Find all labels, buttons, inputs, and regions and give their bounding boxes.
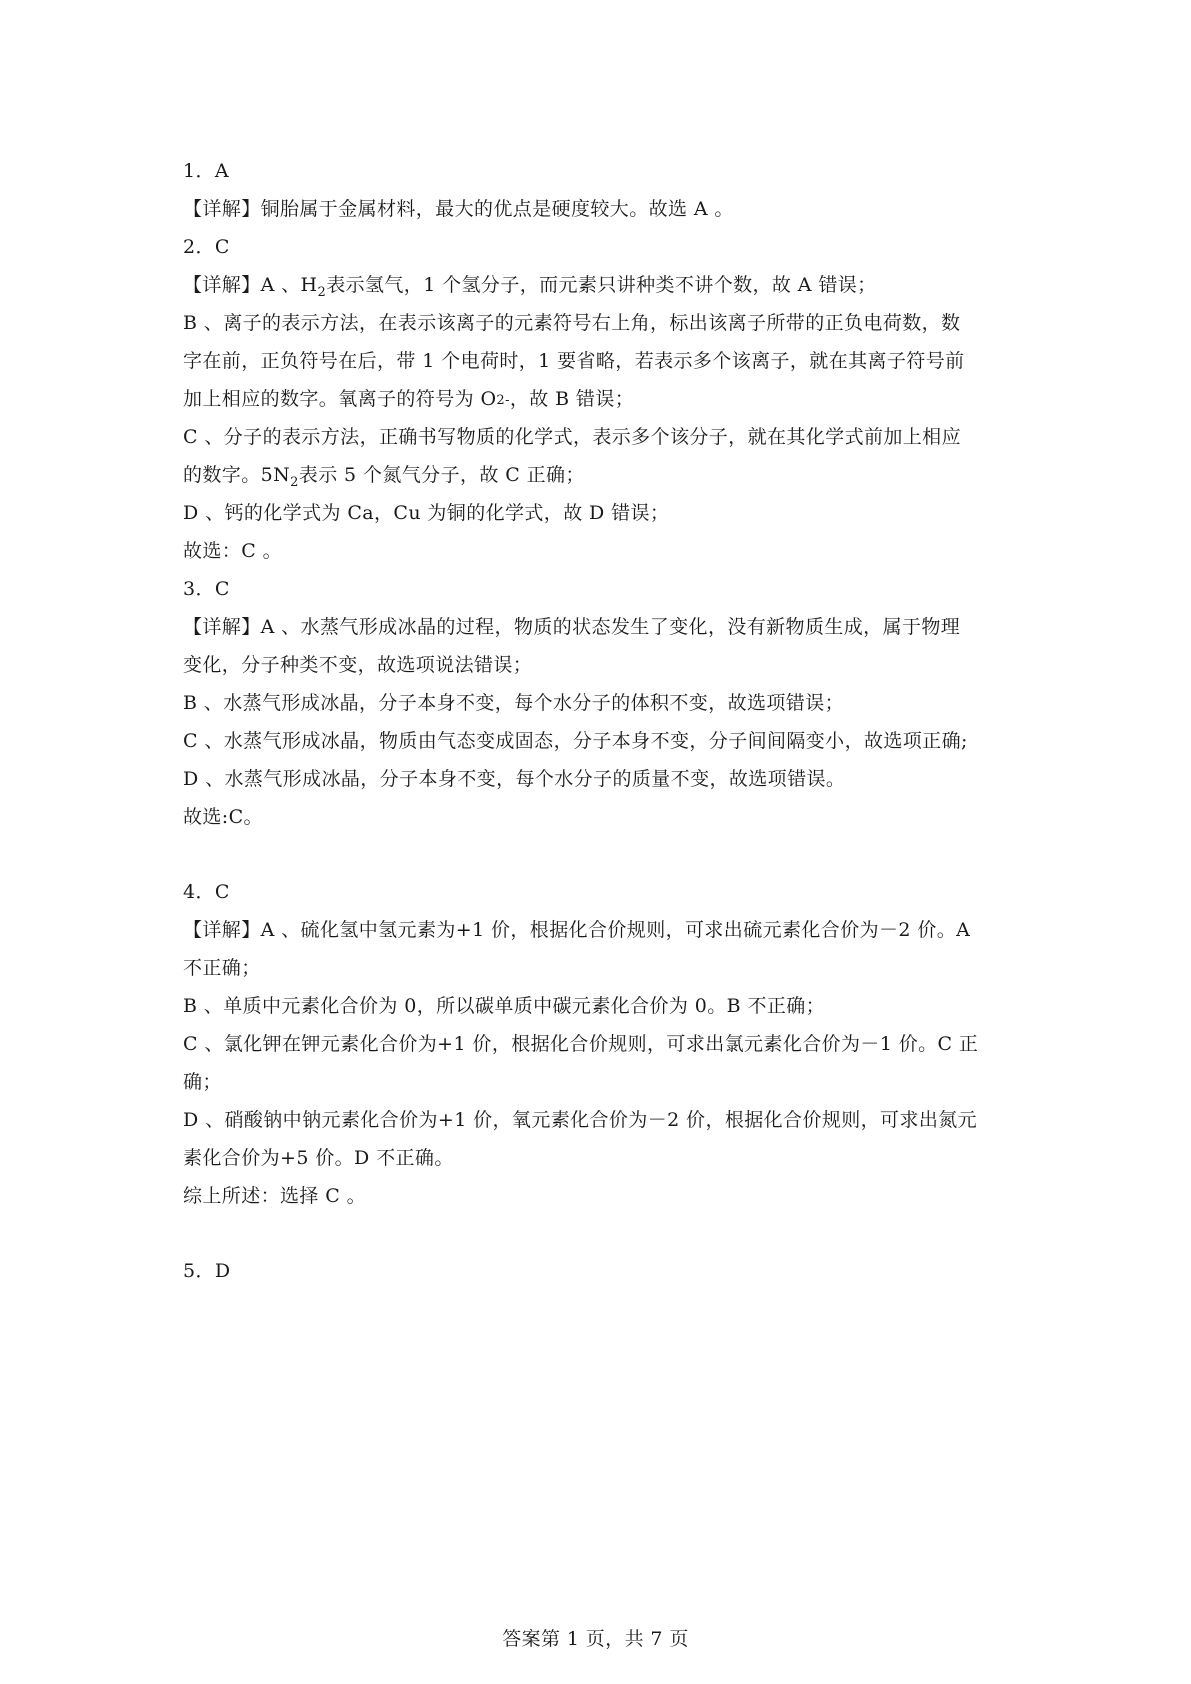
q2-d: D 、钙的化学式为 Ca，Cu 为铜的化学式，故 D 错误； [183, 502, 670, 524]
q5-answer: 5．D [183, 1260, 231, 1282]
q2-oxygen-ion-charge: 2- [496, 393, 510, 408]
q2-b-line3-post: ，故 B 错误； [509, 388, 635, 410]
q3-conclusion: 故选:C。 [183, 806, 263, 828]
q2-c-line1: C 、分子的表示方法，正确书写物质的化学式，表示多个该分子，就在其化学式前加上相应 [183, 426, 961, 448]
q4-c-line1: C 、氯化钾在钾元素化合价为+1 价，根据化合价规则，可求出氯元素化合价为－1 价。C 正 [183, 1033, 979, 1055]
q2-c-line2 [183, 456, 1018, 494]
q2-b-line1: B 、离子的表示方法，在表示该离子的元素符号右上角，标出该离子所带的正负电荷数，数 [183, 312, 961, 334]
q2-detail-a-subscript: 2 [317, 285, 327, 300]
q2-detail-a-post: 表示氢气，1 个氢分子，而元素只讲种类不讲个数，故 A 错误； [326, 274, 877, 296]
q3-c: C 、水蒸气形成冰晶，物质由气态变成固态，分子本身不变，分子间间隔变小，故选项正确; [183, 730, 968, 752]
q3-a-line1: 【详解】A 、水蒸气形成冰晶的过程，物质的状态发生了变化，没有新物质生成，属于物理 [183, 616, 961, 638]
spacer [183, 836, 1018, 873]
q2-b-line3 [183, 380, 1018, 418]
answer-content [183, 152, 1018, 1290]
q4-d-line2: 素化合价为+5 价。D 不正确。 [183, 1147, 454, 1169]
q2-c-line2-subscript: 2 [290, 475, 299, 490]
q4-a-line2: 不正确； [183, 957, 261, 979]
q3-answer: 3．C [183, 578, 230, 600]
q4-answer: 4．C [183, 881, 230, 903]
q4-d-line1: D 、硝酸钠中钠元素化合价为+1 价，氧元素化合价为－2 价，根据化合价规则，可求出氮元 [183, 1109, 978, 1131]
q4-b: B 、单质中元素化合价为 0，所以碳单质中碳元素化合价为 0。B 不正确； [183, 995, 826, 1017]
q1-answer: 1．A [183, 160, 230, 182]
q2-b-line3-pre: 加上相应的数字。氧离子的符号为 O [183, 388, 497, 410]
q4-c-line2: 确； [183, 1071, 222, 1093]
q4-a-line1: 【详解】A 、硫化氢中氢元素为+1 价，根据化合价规则，可求出硫元素化合价为－2 价。A [183, 919, 971, 941]
q2-b-line2: 字在前，正负符号在后，带 1 个电荷时，1 要省略，若表示多个该离子，就在其离子符号前 [183, 350, 965, 372]
q3-b: B 、水蒸气形成冰晶，分子本身不变，每个水分子的体积不变，故选项错误； [183, 692, 845, 714]
q1-detail: 【详解】铜胎属于金属材料，最大的优点是硬度较大。故选 A 。 [183, 198, 734, 220]
q4-conclusion: 综上所述：选择 C 。 [183, 1185, 367, 1207]
q2-detail-a-pre: 【详解】A 、H [183, 274, 318, 296]
q3-a-line2: 变化，分子种类不变，故选项说法错误； [183, 654, 533, 676]
q2-c-line2-pre: 的数字。5N [183, 464, 291, 486]
q2-conclusion: 故选：C 。 [183, 540, 282, 562]
q3-d: D 、水蒸气形成冰晶，分子本身不变，每个水分子的质量不变，故选项错误。 [183, 768, 846, 790]
spacer [183, 1215, 1018, 1252]
q2-detail-a [183, 266, 1018, 304]
q2-c-line2-post: 表示 5 个氮气分子，故 C 正确； [298, 464, 585, 486]
page-footer: 答案第 1 页，共 7 页 [502, 1628, 689, 1650]
q2-answer: 2．C [183, 236, 230, 258]
